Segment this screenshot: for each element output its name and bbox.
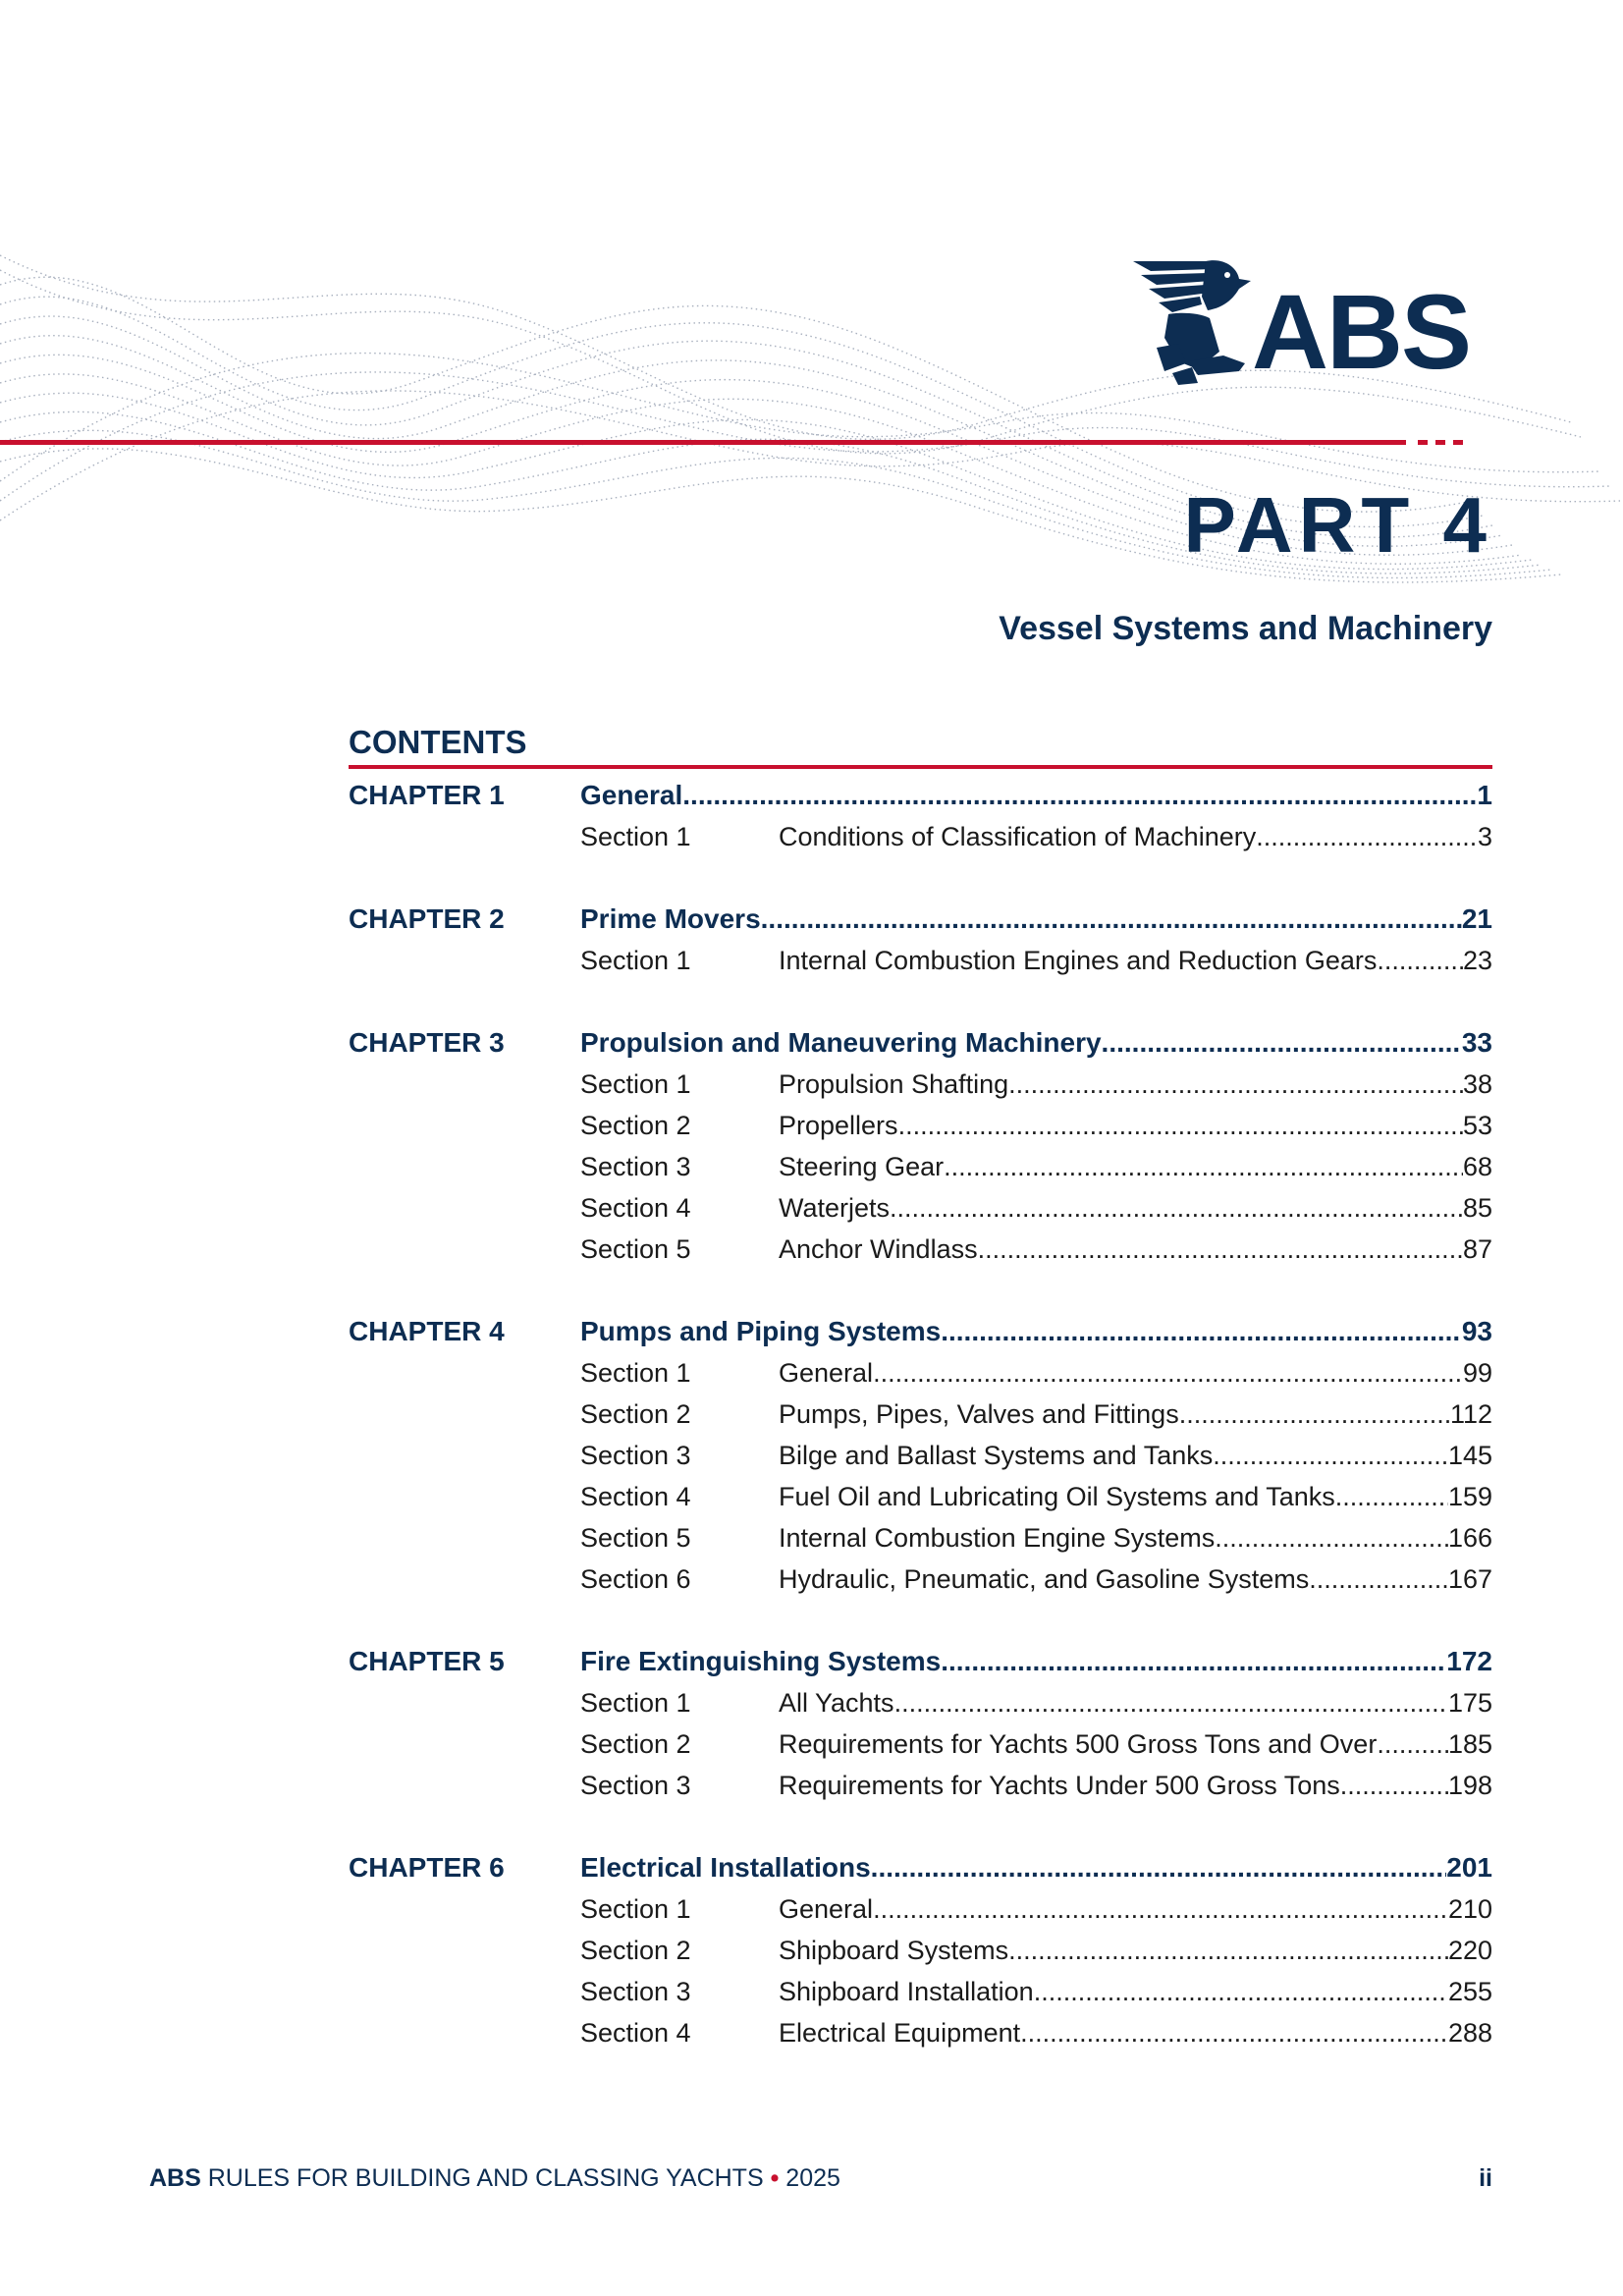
chapter-title-line (580, 775, 1492, 816)
section-label: Section 1 (580, 946, 691, 975)
dot-leader (898, 1105, 1463, 1146)
section-title-line (779, 1558, 1492, 1600)
section-page-number: 23 (1462, 946, 1492, 975)
chapter-title: Prime Movers (580, 903, 761, 934)
section-title-line (779, 1930, 1492, 1971)
chapter-title: General (580, 780, 683, 810)
dot-leader (873, 1888, 1448, 1930)
header-red-rule (0, 440, 1406, 445)
section-title-line (779, 1682, 1492, 1723)
chapter-title-line (580, 1022, 1492, 1064)
section-title: Internal Combustion Engine Systems (779, 1523, 1216, 1553)
section-title: Waterjets (779, 1193, 891, 1223)
chapter-page-number: 1 (1477, 780, 1492, 810)
section-page-number: 87 (1462, 1234, 1492, 1264)
section-title-line (779, 1476, 1492, 1517)
section-row[interactable] (349, 1682, 1492, 1723)
contents-red-rule (349, 765, 1492, 769)
section-row[interactable] (349, 1723, 1492, 1765)
section-title: Electrical Equipment (779, 2018, 1021, 2048)
eagle-icon (1129, 253, 1262, 386)
section-page-number: 255 (1447, 1977, 1492, 2006)
chapter-title-line (580, 899, 1492, 940)
section-title-line (779, 1723, 1492, 1765)
table-of-contents (349, 720, 1492, 2095)
section-title: Conditions of Classification of Machinery (779, 822, 1257, 851)
section-label: Section 3 (580, 1152, 691, 1181)
chapter-title: Fire Extinguishing Systems (580, 1646, 942, 1676)
section-title: Shipboard Systems (779, 1936, 1009, 1965)
section-title: Fuel Oil and Lubricating Oil Systems and Tanks (779, 1482, 1335, 1511)
contents-heading: CONTENTS (349, 724, 527, 760)
section-label: Section 1 (580, 1069, 691, 1099)
section-label: Section 4 (580, 2018, 691, 2048)
dot-leader (890, 1187, 1463, 1229)
chapter-label: CHAPTER 3 (349, 1027, 505, 1058)
chapter-page-number: 33 (1461, 1027, 1492, 1058)
section-title-line (779, 1105, 1492, 1146)
section-label: Section 1 (580, 1894, 691, 1924)
section-row[interactable] (349, 1476, 1492, 1517)
chapter-title-line (580, 1311, 1492, 1352)
chapter-block (349, 1641, 1492, 1806)
footer-doc-title: RULES FOR BUILDING AND CLASSING YACHTS (207, 2164, 764, 2192)
dot-leader (871, 1847, 1447, 1888)
section-label: Section 2 (580, 1936, 691, 1965)
section-page-number: 38 (1462, 1069, 1492, 1099)
dot-leader (761, 899, 1462, 940)
dot-leader (682, 775, 1477, 816)
chapter-label: CHAPTER 2 (349, 903, 505, 934)
section-title: Bilge and Ballast Systems and Tanks (779, 1441, 1214, 1470)
section-title-line (779, 816, 1492, 857)
section-title-line (779, 1187, 1492, 1229)
section-page-number: 145 (1447, 1441, 1492, 1470)
section-label: Section 2 (580, 1399, 691, 1429)
footer-title (149, 2163, 840, 2193)
section-row[interactable] (349, 1558, 1492, 1600)
chapter-title: Pumps and Piping Systems (580, 1316, 942, 1346)
chapter-title-line (580, 1847, 1492, 1888)
section-title-line (779, 2012, 1492, 2053)
dot-leader (1008, 1064, 1463, 1105)
section-label: Section 5 (580, 1523, 691, 1553)
section-row[interactable] (349, 1146, 1492, 1187)
section-title: Internal Combustion Engines and Reduction Gears (779, 946, 1378, 975)
section-title-line (779, 1229, 1492, 1270)
section-row[interactable] (349, 940, 1492, 981)
section-label: Section 1 (580, 822, 691, 851)
dot-leader (1309, 1558, 1448, 1600)
chapter-page-number: 201 (1446, 1852, 1492, 1883)
section-page-number: 185 (1447, 1729, 1492, 1759)
section-label: Section 1 (580, 1688, 691, 1718)
section-label: Section 3 (580, 1771, 691, 1800)
chapter-label: CHAPTER 4 (349, 1316, 505, 1346)
footer-separator: • (770, 2164, 780, 2192)
chapter-block (349, 899, 1492, 981)
section-title-line (779, 1888, 1492, 1930)
section-row[interactable] (349, 1517, 1492, 1558)
section-title-line (779, 1394, 1492, 1435)
section-title: Requirements for Yachts Under 500 Gross Tons (779, 1771, 1340, 1800)
section-row[interactable] (349, 1187, 1492, 1229)
chapter-label: CHAPTER 1 (349, 780, 505, 810)
section-row[interactable] (349, 1105, 1492, 1146)
header-red-dots (1418, 440, 1463, 445)
chapter-row[interactable] (349, 775, 1492, 816)
section-title: All Yachts (779, 1688, 894, 1718)
section-page-number: 85 (1462, 1193, 1492, 1223)
section-title-line (779, 1435, 1492, 1476)
section-title: Steering Gear (779, 1152, 945, 1181)
section-title: General (779, 1358, 874, 1388)
section-label: Section 2 (580, 1111, 691, 1140)
chapter-row[interactable] (349, 1022, 1492, 1064)
chapter-label: CHAPTER 6 (349, 1852, 505, 1883)
section-page-number: 112 (1449, 1399, 1492, 1429)
chapter-label: CHAPTER 5 (349, 1646, 505, 1676)
dot-leader (1377, 1723, 1448, 1765)
footer-page-number: ii (1479, 2164, 1492, 2192)
dot-leader (1335, 1476, 1448, 1517)
section-title-line (779, 1146, 1492, 1187)
dot-leader (894, 1682, 1448, 1723)
chapter-block (349, 1311, 1492, 1600)
section-row[interactable] (349, 1888, 1492, 1930)
dot-leader (1179, 1394, 1450, 1435)
chapter-page-number: 93 (1461, 1316, 1492, 1346)
section-label: Section 4 (580, 1482, 691, 1511)
dot-leader (1256, 816, 1478, 857)
section-title: General (779, 1894, 874, 1924)
chapter-title-line (580, 1641, 1492, 1682)
section-title: Propulsion Shafting (779, 1069, 1009, 1099)
section-label: Section 3 (580, 1977, 691, 2006)
section-label: Section 5 (580, 1234, 691, 1264)
section-row[interactable] (349, 1229, 1492, 1270)
section-title-line (779, 1765, 1492, 1806)
dot-leader (1102, 1022, 1462, 1064)
dot-leader (873, 1352, 1463, 1394)
section-row[interactable] (349, 1765, 1492, 1806)
chapter-row[interactable] (349, 1311, 1492, 1352)
section-title: Pumps, Pipes, Valves and Fittings (779, 1399, 1179, 1429)
section-page-number: 175 (1447, 1688, 1492, 1718)
chapter-block (349, 1022, 1492, 1270)
section-title: Shipboard Installation (779, 1977, 1034, 2006)
logo-wordmark: ABS (1252, 272, 1471, 391)
footer-brand: ABS (149, 2164, 201, 2192)
section-page-number: 198 (1447, 1771, 1492, 1800)
section-page-number: 166 (1447, 1523, 1492, 1553)
section-row[interactable] (349, 1435, 1492, 1476)
section-title-line (779, 1971, 1492, 2012)
dot-leader (1020, 2012, 1448, 2053)
chapter-title: Propulsion and Maneuvering Machinery (580, 1027, 1102, 1058)
section-title-line (779, 1352, 1492, 1394)
footer-year: 2025 (785, 2164, 840, 2192)
section-label: Section 6 (580, 1564, 691, 1594)
dot-leader (1008, 1930, 1448, 1971)
section-label: Section 2 (580, 1729, 691, 1759)
dot-leader (1215, 1517, 1448, 1558)
chapter-row[interactable] (349, 899, 1492, 940)
section-page-number: 159 (1447, 1482, 1492, 1511)
dot-leader (978, 1229, 1463, 1270)
section-page-number: 68 (1462, 1152, 1492, 1181)
chapter-row[interactable] (349, 1641, 1492, 1682)
dot-leader (941, 1641, 1446, 1682)
section-row[interactable] (349, 1394, 1492, 1435)
section-label: Section 1 (580, 1358, 691, 1388)
section-row[interactable] (349, 1352, 1492, 1394)
red-dot (1418, 440, 1428, 445)
dot-leader (1034, 1971, 1448, 2012)
chapter-row[interactable] (349, 1847, 1492, 1888)
section-title: Requirements for Yachts 500 Gross Tons and Over (779, 1729, 1378, 1759)
section-row[interactable] (349, 1930, 1492, 1971)
section-page-number: 220 (1447, 1936, 1492, 1965)
dot-leader (941, 1311, 1462, 1352)
section-title: Propellers (779, 1111, 898, 1140)
dot-leader (1377, 940, 1463, 981)
chapter-block (349, 775, 1492, 857)
section-title: Hydraulic, Pneumatic, and Gasoline Systems (779, 1564, 1310, 1594)
section-title: Anchor Windlass (779, 1234, 978, 1264)
red-dot (1435, 440, 1445, 445)
chapter-page-number: 21 (1461, 903, 1492, 934)
section-page-number: 288 (1447, 2018, 1492, 2048)
section-title-line (779, 940, 1492, 981)
section-page-number: 99 (1462, 1358, 1492, 1388)
section-page-number: 53 (1462, 1111, 1492, 1140)
chapter-page-number: 172 (1446, 1646, 1492, 1676)
section-page-number: 167 (1447, 1564, 1492, 1594)
chapter-block (349, 1847, 1492, 2053)
section-label: Section 4 (580, 1193, 691, 1223)
section-page-number: 210 (1447, 1894, 1492, 1924)
dot-leader (1213, 1435, 1448, 1476)
section-title-line (779, 1517, 1492, 1558)
section-row[interactable] (349, 1064, 1492, 1105)
page-footer (149, 2163, 1492, 2193)
dot-leader (944, 1146, 1463, 1187)
part-subtitle: Vessel Systems and Machinery (999, 610, 1492, 647)
red-dot (1453, 440, 1463, 445)
chapter-title: Electrical Installations (580, 1852, 871, 1883)
part-title: PART 4 (1183, 481, 1492, 569)
section-label: Section 3 (580, 1441, 691, 1470)
section-page-number: 3 (1477, 822, 1492, 851)
dot-leader (1340, 1765, 1448, 1806)
section-row[interactable] (349, 2012, 1492, 2053)
section-row[interactable] (349, 816, 1492, 857)
section-title-line (779, 1064, 1492, 1105)
chapter-list (349, 775, 1492, 2053)
section-row[interactable] (349, 1971, 1492, 2012)
abs-logo (1129, 253, 1483, 391)
